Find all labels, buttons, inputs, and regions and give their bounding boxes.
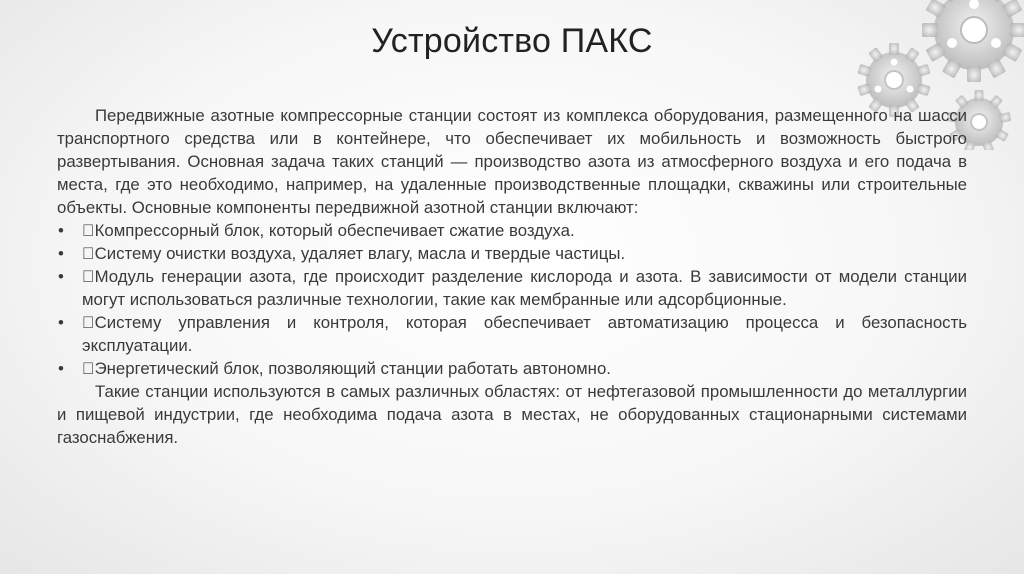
component-list <box>57 219 967 380</box>
bullet-icon: • <box>58 221 64 240</box>
bullet-icon: • <box>58 244 64 263</box>
list-item-text: Систему управления и контроля, которая обеспечивает автоматизацию процесса и безопасность эксплуатации. <box>82 313 959 332</box>
bullet-icon: • <box>58 313 64 332</box>
slide-title: Устройство ПАКС <box>371 22 653 60</box>
slide-body <box>57 104 967 449</box>
list-item-text: Систему очистки воздуха, удаляет влагу, масла и твердые частицы. <box>82 244 613 263</box>
list-item <box>57 242 967 265</box>
bullet-icon: • <box>58 336 64 355</box>
list-item-text: Компрессорный блок, который обеспечивает сжатие воздуха. <box>82 221 563 240</box>
list-item-text: Энергетический блок, позволяющий станции работать автономно. <box>82 336 599 355</box>
closing-paragraph: Такие станции используются в самых различных областях: от нефтегазовой промышленности до металлургии и пищевой индустрии, где необходима подача азота в местах, не оборудованных стационарными системами газоснабжения. <box>57 359 967 424</box>
bullet-icon: • <box>58 267 64 286</box>
list-item <box>57 336 967 380</box>
list-item <box>57 311 967 357</box>
intro-paragraph: Передвижные азотные компрессорные станции состоят из комплекса оборудования, размещенного на шасси транспортного средства или в контейнере, что обеспечивает их мобильность и возможность быстрого развертывания. Основная задача таких станций — производство азота из атмосферного воздуха и его подача в места, где это необходимо, например, на удаленные производственные площадки, скважины или строительные объекты. Основные компоненты передвижной азотной станции включают: <box>57 106 967 217</box>
list-item-text: Модуль генерации азота, где происходит разделение кислорода и азота. В зависимости от модели станции могут использоваться различные технологии, такие как мембранные или адсорбционные. <box>82 267 967 309</box>
list-item <box>57 265 967 311</box>
list-item <box>57 219 967 242</box>
